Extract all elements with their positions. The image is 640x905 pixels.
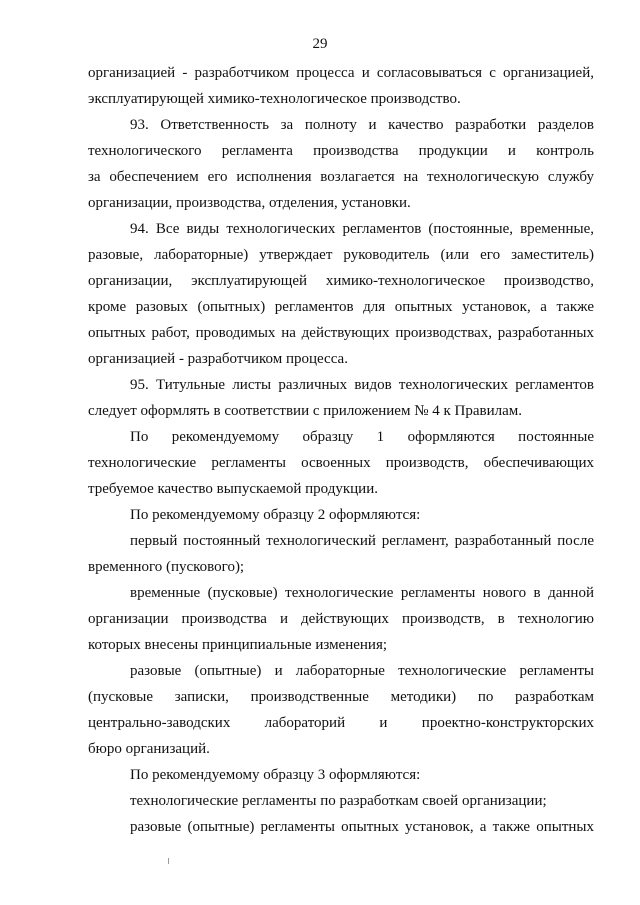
page-number: 29 (312, 36, 328, 52)
text-line: следует оформлять в соответствии с приложением № 4 к Правилам. (88, 403, 523, 419)
scan-artifact (168, 858, 169, 864)
text-line: опытных работ, проводимых на действующих производствах, разработанных (88, 325, 594, 341)
text-line: разовые (опытные) и лабораторные технологические регламенты (130, 663, 594, 679)
text-line: бюро организаций. (88, 741, 210, 757)
text-line: технологические регламенты освоенных производств, обеспечивающих (88, 455, 594, 471)
text-line: организацией - разработчиком процесса и согласовываться с организацией, (88, 65, 594, 81)
text-line: технологические регламенты по разработкам своей организации; (130, 793, 547, 809)
text-line: временные (пусковые) технологические регламенты нового в данной (130, 585, 594, 601)
text-line: кроме разовых (опытных) регламентов для опытных установок, а также (88, 299, 594, 315)
text-line: технологического регламента производства продукции и контроль (88, 143, 594, 159)
text-line: организации производства и действующих производств, в технологию (88, 611, 594, 627)
text-line: центрально-заводских лабораторий и проектно-конструкторских (88, 715, 594, 731)
text-line: По рекомендуемому образцу 3 оформляются: (130, 767, 421, 783)
text-line: разовые (опытные) регламенты опытных установок, а также опытных (130, 819, 594, 835)
document-body (88, 60, 594, 840)
text-line: 94. Все виды технологических регламентов (постоянные, временные, (130, 221, 594, 237)
text-line: разовые, лабораторные) утверждает руководитель (или его заместитель) (88, 247, 594, 263)
text-line: эксплуатирующей химико-технологическое производство. (88, 91, 461, 107)
text-line: По рекомендуемому образцу 1 оформляются постоянные (130, 429, 594, 445)
text-line: которых внесены принципиальные изменения; (88, 637, 388, 653)
text-line: за обеспечением его исполнения возлагается на технологическую службу (88, 169, 594, 185)
text-line: 95. Титульные листы различных видов технологических регламентов (130, 377, 594, 393)
text-line: (пусковые записки, производственные методики) по разработкам (88, 689, 594, 705)
text-line: организации, производства, отделения, установки. (88, 195, 411, 211)
text-line: 93. Ответственность за полноту и качество разработки разделов (130, 117, 594, 133)
text-line: требуемое качество выпускаемой продукции. (88, 481, 378, 497)
text-line: По рекомендуемому образцу 2 оформляются: (130, 507, 421, 523)
text-line: первый постоянный технологический регламент, разработанный после (130, 533, 594, 549)
text-line: организации, эксплуатирующей химико-технологическое производство, (88, 273, 594, 289)
text-line: организацией - разработчиком процесса. (88, 351, 348, 367)
text-line: временного (пускового); (88, 559, 245, 575)
